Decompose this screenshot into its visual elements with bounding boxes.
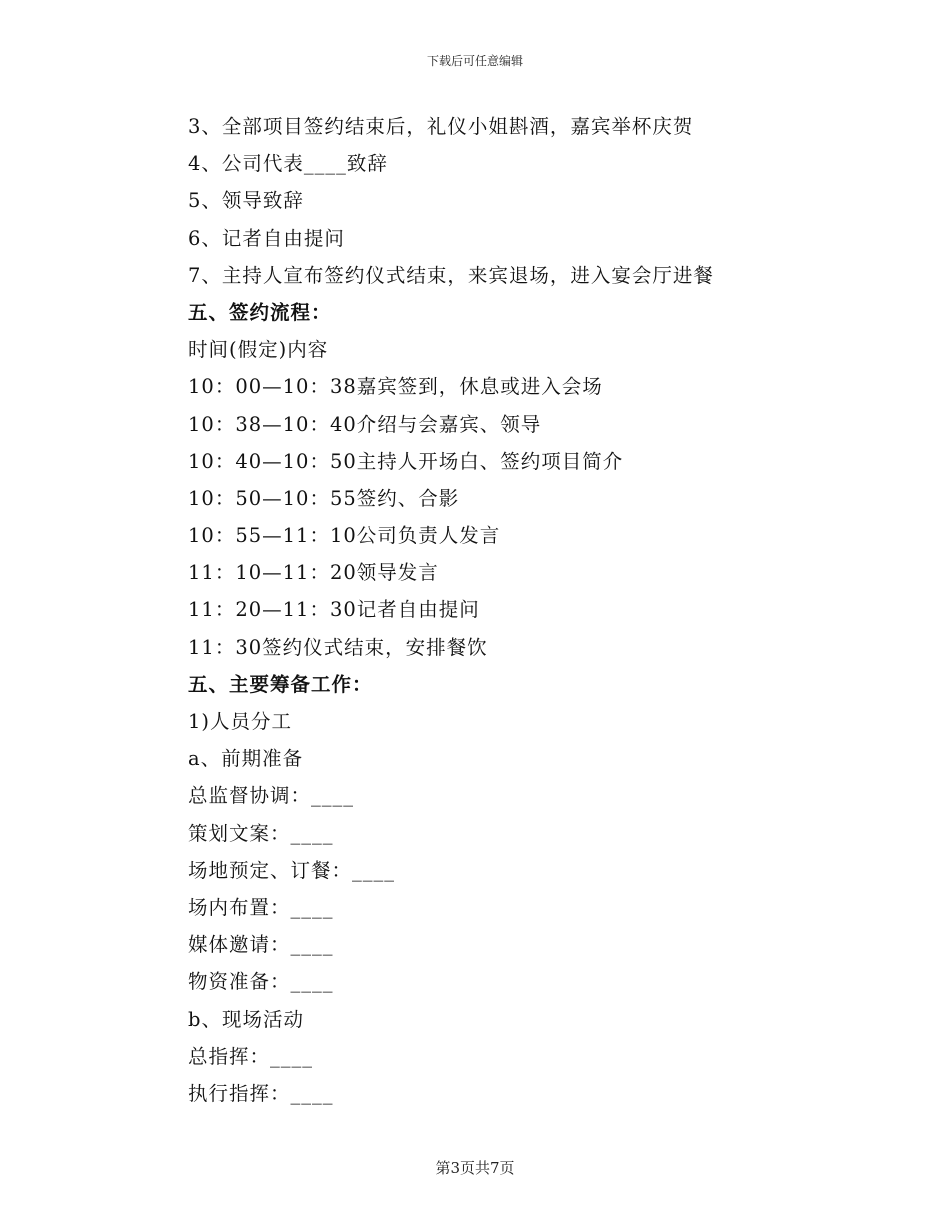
schedule-row: 11：30签约仪式结束，安排餐饮: [188, 635, 488, 659]
role-line: 场内布置：____: [188, 895, 334, 919]
role-line: 执行指挥：____: [188, 1081, 334, 1105]
list-item-3: 3、全部项目签约结束后，礼仪小姐斟酒，嘉宾举杯庆贺: [188, 115, 694, 138]
schedule-row: 10：38—10：40介绍与会嘉宾、领导: [188, 412, 542, 436]
subsection-pre-preparation: a、前期准备: [188, 747, 304, 771]
section-heading-signing-process: 五、签约流程：: [188, 300, 332, 324]
role-line: 媒体邀请：____: [188, 933, 334, 957]
schedule-header: 时间(假定)内容: [188, 338, 329, 362]
role-line: 策划文案：____: [188, 821, 334, 845]
section-heading-preparation: 五、主要筹备工作：: [188, 672, 373, 696]
schedule-row: 10：40—10：50主持人开场白、签约项目简介: [188, 449, 624, 473]
schedule-row: 11：20—11：30记者自由提问: [188, 598, 480, 622]
role-line: 物资准备：____: [188, 970, 334, 994]
subsection-staffing: 1)人员分工: [188, 710, 293, 733]
schedule-row: 10：50—10：55签约、合影: [188, 486, 460, 510]
role-line: 总指挥：____: [188, 1044, 314, 1068]
subsection-onsite-activity: b、现场活动: [188, 1007, 304, 1031]
list-item-5: 5、领导致辞: [188, 189, 304, 213]
list-item-7: 7、主持人宣布签约仪式结束，来宾退场，进入宴会厅进餐: [188, 263, 714, 287]
schedule-row: 10：55—11：10公司负责人发言: [188, 524, 501, 548]
page-footer: 第3页共7页: [435, 1159, 515, 1177]
list-item-4: 4、公司代表____致辞: [188, 152, 388, 176]
schedule-row: 10：00—10：38嘉宾签到，休息或进入会场: [188, 375, 603, 399]
document-body: [188, 108, 888, 1112]
role-line: 总监督协调：____: [188, 784, 355, 808]
list-item-6: 6、记者自由提问: [188, 226, 345, 250]
role-line: 场地预定、订餐：____: [188, 858, 396, 882]
schedule-row: 11：10—11：20领导发言: [188, 561, 439, 585]
page-header: 下载后可任意编辑: [426, 54, 523, 68]
